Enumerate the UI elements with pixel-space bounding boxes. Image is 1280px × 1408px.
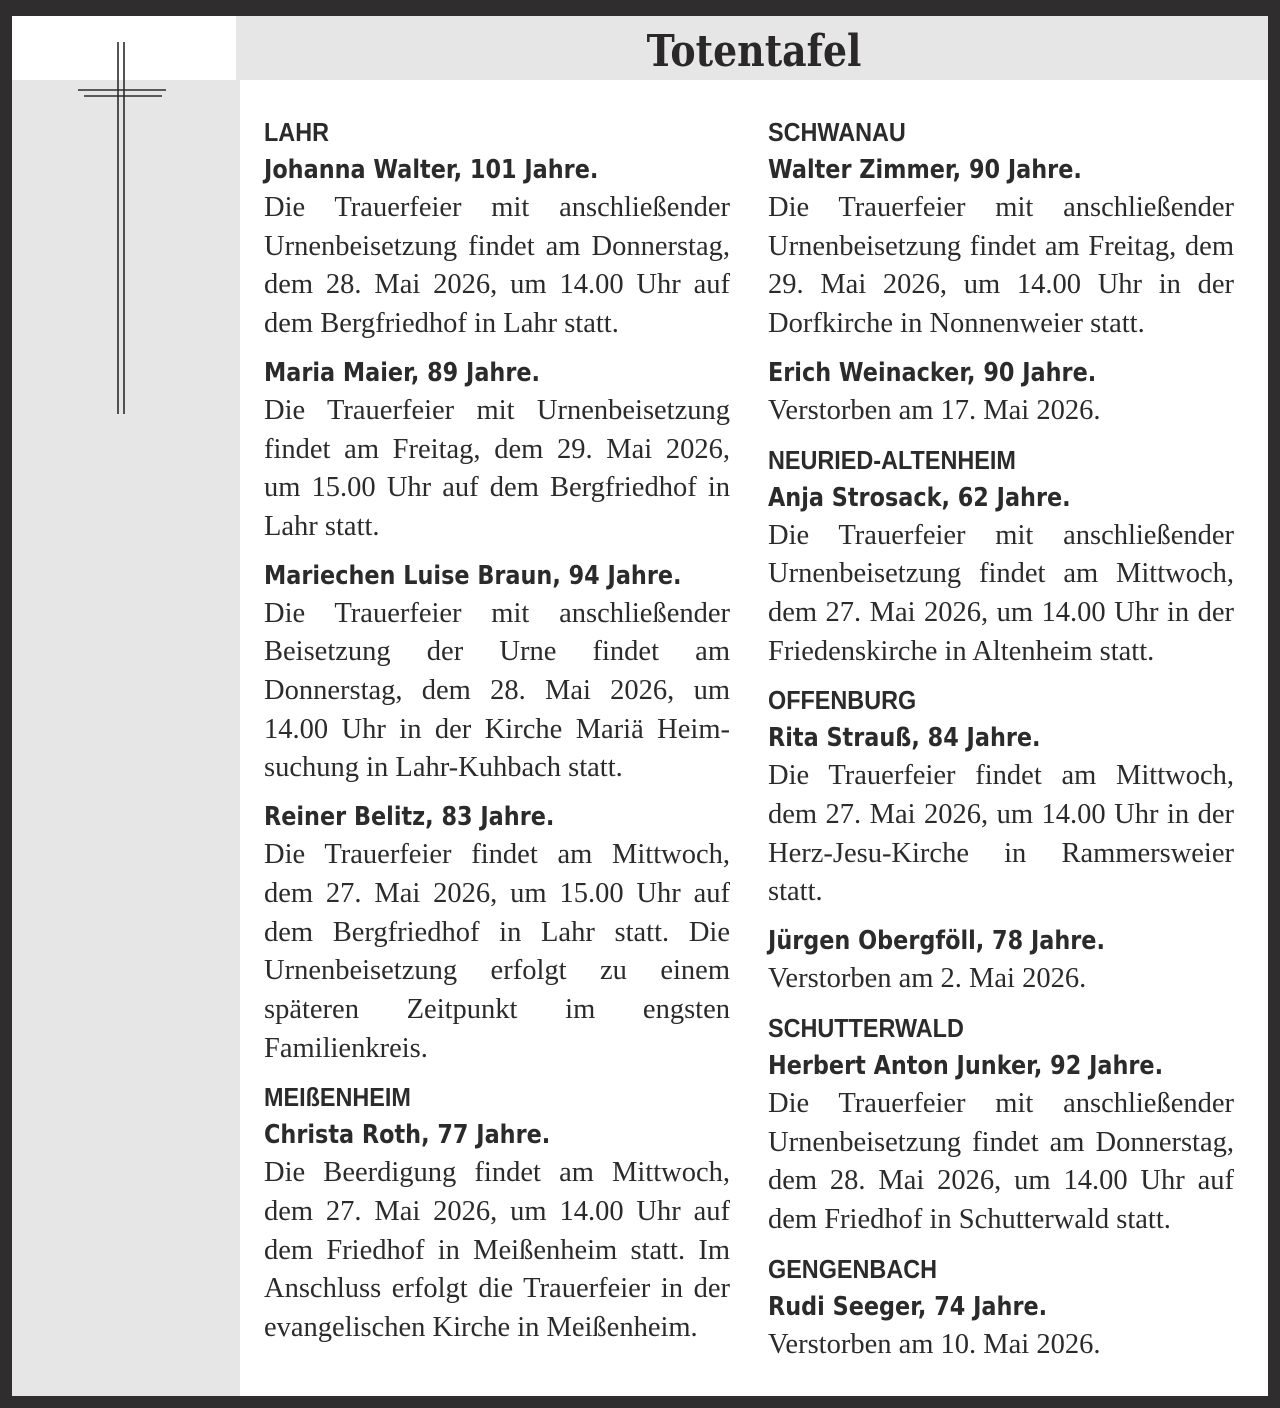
death-notice xyxy=(768,479,1234,672)
notice-text: Die Trauerfeier findet am Mittwoch, dem 27. Mai 2026, um 14.00 Uhr in der Herz-Jesu-Kirche in Rammersweier statt. xyxy=(768,760,1234,908)
death-notice xyxy=(768,354,1234,431)
notice-name: Jürgen Obergföll, 78 Jahre. xyxy=(768,926,1105,957)
death-notice xyxy=(768,922,1234,999)
notice-text: Verstorben am 2. Mai 2026. xyxy=(768,963,1087,995)
cross-icon xyxy=(78,42,170,414)
page-title: Totentafel xyxy=(646,26,862,77)
notice-text: Die Trauerfeier mit anschließender Urnenbeisetzung findet am Donnerstag, dem 28. Mai 2026, um 14.00 Uhr auf dem Friedhof in Schutterwald statt. xyxy=(768,1087,1234,1235)
notice-text: Verstorben am 17. Mai 2026. xyxy=(768,394,1101,426)
right-column xyxy=(768,113,1234,1374)
notice-text: Verstorben am 10. Mai 2026. xyxy=(768,1328,1101,1360)
death-notice xyxy=(768,1288,1234,1365)
death-notice xyxy=(768,719,1234,912)
notice-name: Walter Zimmer, 90 Jahre. xyxy=(768,155,1082,185)
place-heading: MEIßENHEIM xyxy=(264,1082,411,1113)
notice-text: Die Trauerfeier mit anschließender Urnenbeisetzung findet am Donnerstag, dem 28. Mai 2026, um 14.00 Uhr auf dem Bergfriedhof in Lahr statt. xyxy=(264,192,730,340)
notice-name: Herbert Anton Junker, 92 Jahre. xyxy=(768,1050,1164,1081)
notice-name: Christa Roth, 77 Jahre. xyxy=(264,1120,551,1151)
notice-name: Reiner Belitz, 83 Jahre. xyxy=(264,802,555,833)
death-notice xyxy=(768,1047,1234,1240)
place-heading: OFFENBURG xyxy=(768,685,917,716)
death-notice xyxy=(264,798,730,1068)
death-notice xyxy=(264,151,730,344)
notice-text: Die Trauerfeier mit anschließender Urnenbeisetzung findet am Freitag, dem 29. Mai 2026, um 14.00 Uhr in der Dorfkirche in Nonnenweier statt. xyxy=(768,192,1234,340)
notice-name: Johanna Walter, 101 Jahre. xyxy=(264,155,599,185)
death-notice xyxy=(768,151,1234,344)
notice-text: Die Beerdigung findet am Mittwoch, dem 27. Mai 2026, um 14.00 Uhr auf dem Friedhof in Meißenheim statt. Im Anschluss erfolgt die Trauerfeier in der evangelischen Kirche in Meißenheim. xyxy=(264,1157,730,1344)
place-heading: LAHR xyxy=(264,117,329,147)
notice-name: Rita Strauß, 84 Jahre. xyxy=(768,723,1041,754)
notice-text: Die Trauerfeier findet am Mittwoch, dem 27. Mai 2026, um 15.00 Uhr auf dem Bergfriedhof in Lahr statt. Die Urnenbeisetzung erfolgt zu einem späteren Zeitpunkt im engsten Familienkreis. xyxy=(264,839,730,1064)
notice-name: Rudi Seeger, 74 Jahre. xyxy=(768,1291,1048,1322)
notice-name: Erich Weinacker, 90 Jahre. xyxy=(768,357,1097,388)
left-column xyxy=(264,113,730,1358)
place-heading: SCHUTTERWALD xyxy=(768,1012,964,1043)
notice-text: Die Trauerfeier mit Urnenbeisetzung findet am Freitag, dem 29. Mai 2026, um 15.00 Uhr auf dem Bergfriedhof in Lahr statt. xyxy=(264,394,730,542)
death-notice xyxy=(264,354,730,547)
place-heading: SCHWANAU xyxy=(768,117,906,147)
notice-text: Die Trauerfeier mit anschließender Urnenbeisetzung findet am Mittwoch, dem 27. Mai 2026, um 14.00 Uhr in der Friedenskirche in Altenheim statt. xyxy=(768,519,1234,667)
notice-text: Die Trauerfeier mit anschließender Beisetzung der Urne findet am Donnerstag, dem 28. Mai 2026, um 14.00 Uhr in der Kirche Mariä Heimsuchung in Lahr-Kuhbach statt. xyxy=(264,597,730,784)
death-notice xyxy=(264,557,730,789)
notice-name: Anja Strosack, 62 Jahre. xyxy=(768,482,1071,513)
notice-name: Maria Maier, 89 Jahre. xyxy=(264,357,541,388)
notice-name: Mariechen Luise Braun, 94 Jahre. xyxy=(264,560,682,591)
place-heading: GENGENBACH xyxy=(768,1253,938,1284)
place-heading: NEURIED-ALTENHEIM xyxy=(768,444,1016,475)
death-notice xyxy=(264,1116,730,1348)
